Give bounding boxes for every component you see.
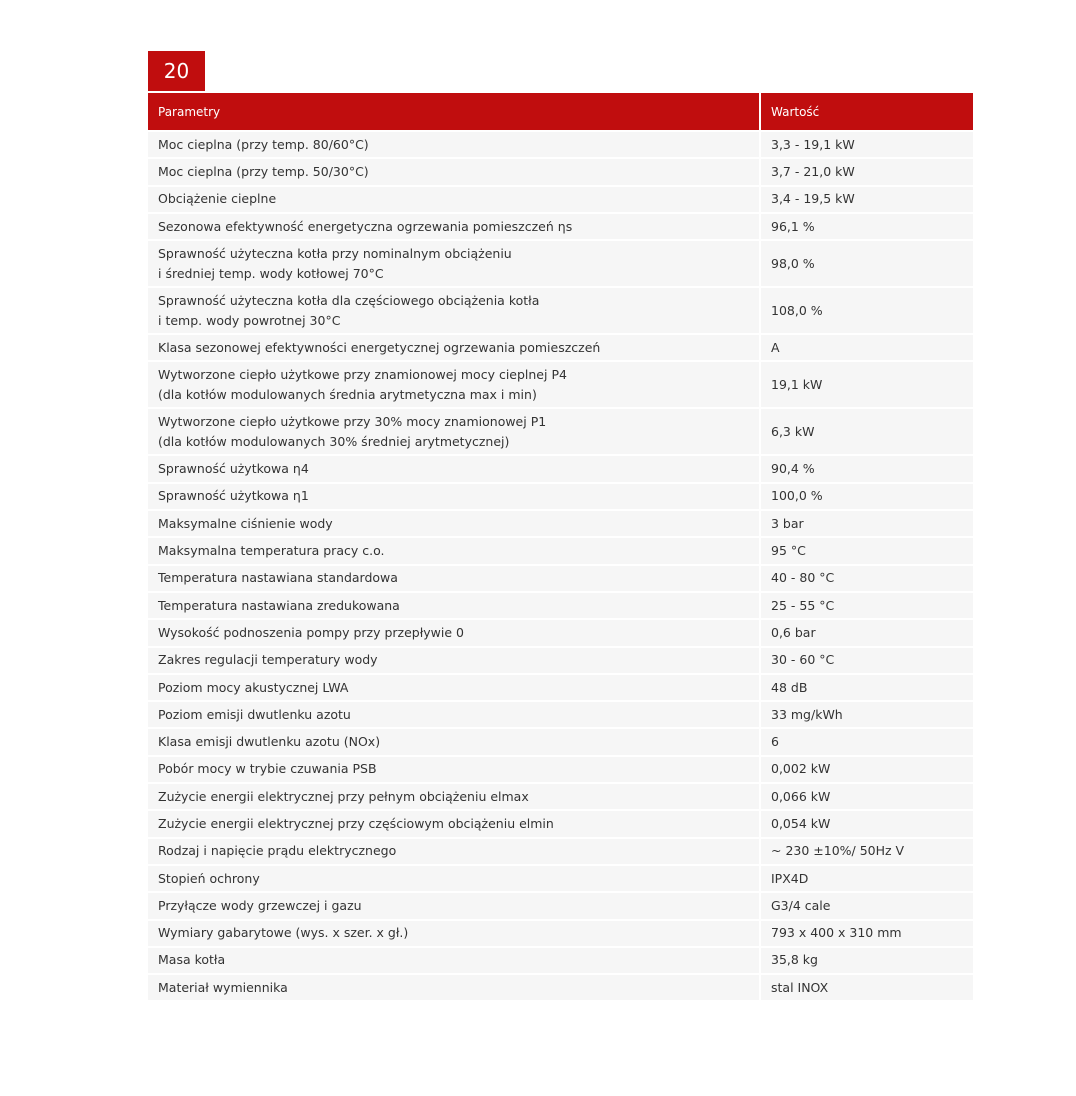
parameter-name-cell (148, 288, 761, 335)
parameter-name-cell (148, 620, 761, 647)
parameter-name-line: Zużycie energii elektrycznej przy pełnym obciążeniu elmax (158, 788, 529, 804)
table-row (148, 159, 973, 186)
parameter-value-cell: 98,0 % (761, 241, 973, 288)
parameter-name-cell (148, 675, 761, 702)
parameter-value-cell: 40 - 80 °C (761, 566, 973, 593)
parameter-value-cell: IPX4D (761, 866, 973, 893)
table-body (148, 132, 973, 1002)
parameter-name-cell (148, 811, 761, 838)
table-row (148, 948, 973, 975)
parameter-value-cell: 0,002 kW (761, 757, 973, 784)
table-header-row (148, 93, 973, 132)
table-row (148, 409, 973, 456)
table-row (148, 729, 973, 756)
parameter-name-cell (148, 335, 761, 362)
parameter-name-line: Wytworzone ciepło użytkowe przy znamionowej mocy cieplnej P4 (158, 366, 567, 382)
parameter-name-line: Klasa sezonowej efektywności energetycznej ogrzewania pomieszczeń (158, 339, 601, 355)
table-row (148, 675, 973, 702)
parameter-name-cell (148, 409, 761, 456)
parameter-name-cell (148, 214, 761, 241)
table-row (148, 538, 973, 565)
parameter-name-line: Sprawność użyteczna kotła przy nominalnym obciążeniu (158, 245, 512, 261)
parameter-value-cell: A (761, 335, 973, 362)
parameter-value-cell: 3,3 - 19,1 kW (761, 132, 973, 159)
parameter-name-cell (148, 729, 761, 756)
parameter-value-cell: 3,4 - 19,5 kW (761, 187, 973, 214)
table-row (148, 893, 973, 920)
parameter-name-line: Moc cieplna (przy temp. 50/30°C) (158, 163, 369, 179)
parameter-name-line: Poziom mocy akustycznej LWA (158, 679, 349, 695)
table-row (148, 484, 973, 511)
specification-table (148, 93, 973, 1002)
parameter-name-line: Wymiary gabarytowe (wys. x szer. x gł.) (158, 925, 409, 941)
parameter-name-line: Temperatura nastawiana standardowa (158, 570, 398, 586)
parameter-name-line: i średniej temp. wody kotłowej 70°C (158, 265, 384, 281)
parameter-name-cell (148, 159, 761, 186)
parameter-name-cell (148, 132, 761, 159)
parameter-value-cell: 25 - 55 °C (761, 593, 973, 620)
parameter-value-cell: 96,1 % (761, 214, 973, 241)
parameter-name-cell (148, 511, 761, 538)
parameter-name-line: Maksymalna temperatura pracy c.o. (158, 543, 385, 559)
table-row (148, 839, 973, 866)
page-number-badge: 20 (148, 51, 205, 91)
table-row (148, 132, 973, 159)
parameter-value-cell: 6,3 kW (761, 409, 973, 456)
parameter-value-cell: 100,0 % (761, 484, 973, 511)
parameter-value-cell: 6 (761, 729, 973, 756)
table-row (148, 593, 973, 620)
parameter-name-line: Zużycie energii elektrycznej przy częściowym obciążeniu elmin (158, 815, 554, 831)
parameter-name-cell (148, 866, 761, 893)
parameter-value-cell: 0,6 bar (761, 620, 973, 647)
parameter-name-cell (148, 362, 761, 409)
table-row (148, 784, 973, 811)
parameter-value-cell: 30 - 60 °C (761, 648, 973, 675)
parameter-value-cell: 90,4 % (761, 456, 973, 483)
parameter-name-cell (148, 648, 761, 675)
parameter-name-line: Rodzaj i napięcie prądu elektrycznego (158, 843, 397, 859)
column-header-value: Wartość (761, 93, 973, 132)
parameter-name-line: (dla kotłów modulowanych 30% średniej arytmetycznej) (158, 433, 510, 449)
parameter-name-cell (148, 241, 761, 288)
table-row (148, 620, 973, 647)
parameter-name-cell (148, 566, 761, 593)
table-row (148, 566, 973, 593)
parameter-name-line: Sezonowa efektywność energetyczna ogrzewania pomieszczeń ηs (158, 218, 573, 234)
table-row (148, 921, 973, 948)
table-row (148, 241, 973, 288)
parameter-name-line: Temperatura nastawiana zredukowana (158, 597, 400, 613)
parameter-value-cell: G3/4 cale (761, 893, 973, 920)
table-row (148, 811, 973, 838)
parameter-value-cell: ~ 230 ±10%/ 50Hz V (761, 839, 973, 866)
parameter-name-cell (148, 702, 761, 729)
parameter-name-cell (148, 921, 761, 948)
parameter-value-cell: 48 dB (761, 675, 973, 702)
parameter-value-cell: 0,054 kW (761, 811, 973, 838)
parameter-value-cell: 95 °C (761, 538, 973, 565)
parameter-value-cell: 3,7 - 21,0 kW (761, 159, 973, 186)
parameter-name-line: Maksymalne ciśnienie wody (158, 515, 333, 531)
parameter-name-cell (148, 784, 761, 811)
parameter-name-line: Sprawność użytkowa η4 (158, 461, 309, 477)
table-row (148, 757, 973, 784)
parameter-name-line: Sprawność użyteczna kotła dla częściowego obciążenia kotła (158, 292, 540, 308)
parameter-name-cell (148, 187, 761, 214)
parameter-name-cell (148, 975, 761, 1002)
parameter-value-cell: 3 bar (761, 511, 973, 538)
table-row (148, 648, 973, 675)
parameter-value-cell: stal INOX (761, 975, 973, 1002)
parameter-name-line: Zakres regulacji temperatury wody (158, 652, 378, 668)
table-row (148, 288, 973, 335)
parameter-name-line: Przyłącze wody grzewczej i gazu (158, 897, 362, 913)
parameter-name-line: i temp. wody powrotnej 30°C (158, 312, 341, 328)
parameter-name-cell (148, 893, 761, 920)
parameter-value-cell: 35,8 kg (761, 948, 973, 975)
parameter-name-cell (148, 484, 761, 511)
parameter-name-line: Obciążenie cieplne (158, 191, 277, 207)
column-header-parameters: Parametry (148, 93, 761, 132)
parameter-name-line: Stopień ochrony (158, 870, 260, 886)
table-row (148, 335, 973, 362)
parameter-name-cell (148, 948, 761, 975)
table-row (148, 456, 973, 483)
parameter-name-cell (148, 593, 761, 620)
parameter-name-line: Masa kotła (158, 952, 226, 968)
parameter-value-cell: 108,0 % (761, 288, 973, 335)
table-row (148, 866, 973, 893)
parameter-name-line: Moc cieplna (przy temp. 80/60°C) (158, 136, 369, 152)
parameter-name-cell (148, 757, 761, 784)
table-row (148, 214, 973, 241)
table-row (148, 511, 973, 538)
parameter-name-line: Klasa emisji dwutlenku azotu (NOx) (158, 734, 381, 750)
parameter-name-line: Wytworzone ciepło użytkowe przy 30% mocy znamionowej P1 (158, 413, 547, 429)
parameter-name-line: Pobór mocy w trybie czuwania PSB (158, 761, 377, 777)
table-row (148, 362, 973, 409)
parameter-name-line: (dla kotłów modulowanych średnia arytmetyczna max i min) (158, 386, 537, 402)
parameter-name-line: Materiał wymiennika (158, 979, 288, 995)
parameter-name-line: Poziom emisji dwutlenku azotu (158, 706, 351, 722)
parameter-value-cell: 19,1 kW (761, 362, 973, 409)
parameter-name-cell (148, 839, 761, 866)
table-row (148, 975, 973, 1002)
parameter-name-cell (148, 456, 761, 483)
table-row (148, 187, 973, 214)
parameter-name-line: Sprawność użytkowa η1 (158, 488, 309, 504)
parameter-value-cell: 0,066 kW (761, 784, 973, 811)
parameter-name-line: Wysokość podnoszenia pompy przy przepływie 0 (158, 624, 464, 640)
table-row (148, 702, 973, 729)
parameter-value-cell: 33 mg/kWh (761, 702, 973, 729)
parameter-name-cell (148, 538, 761, 565)
parameter-value-cell: 793 x 400 x 310 mm (761, 921, 973, 948)
